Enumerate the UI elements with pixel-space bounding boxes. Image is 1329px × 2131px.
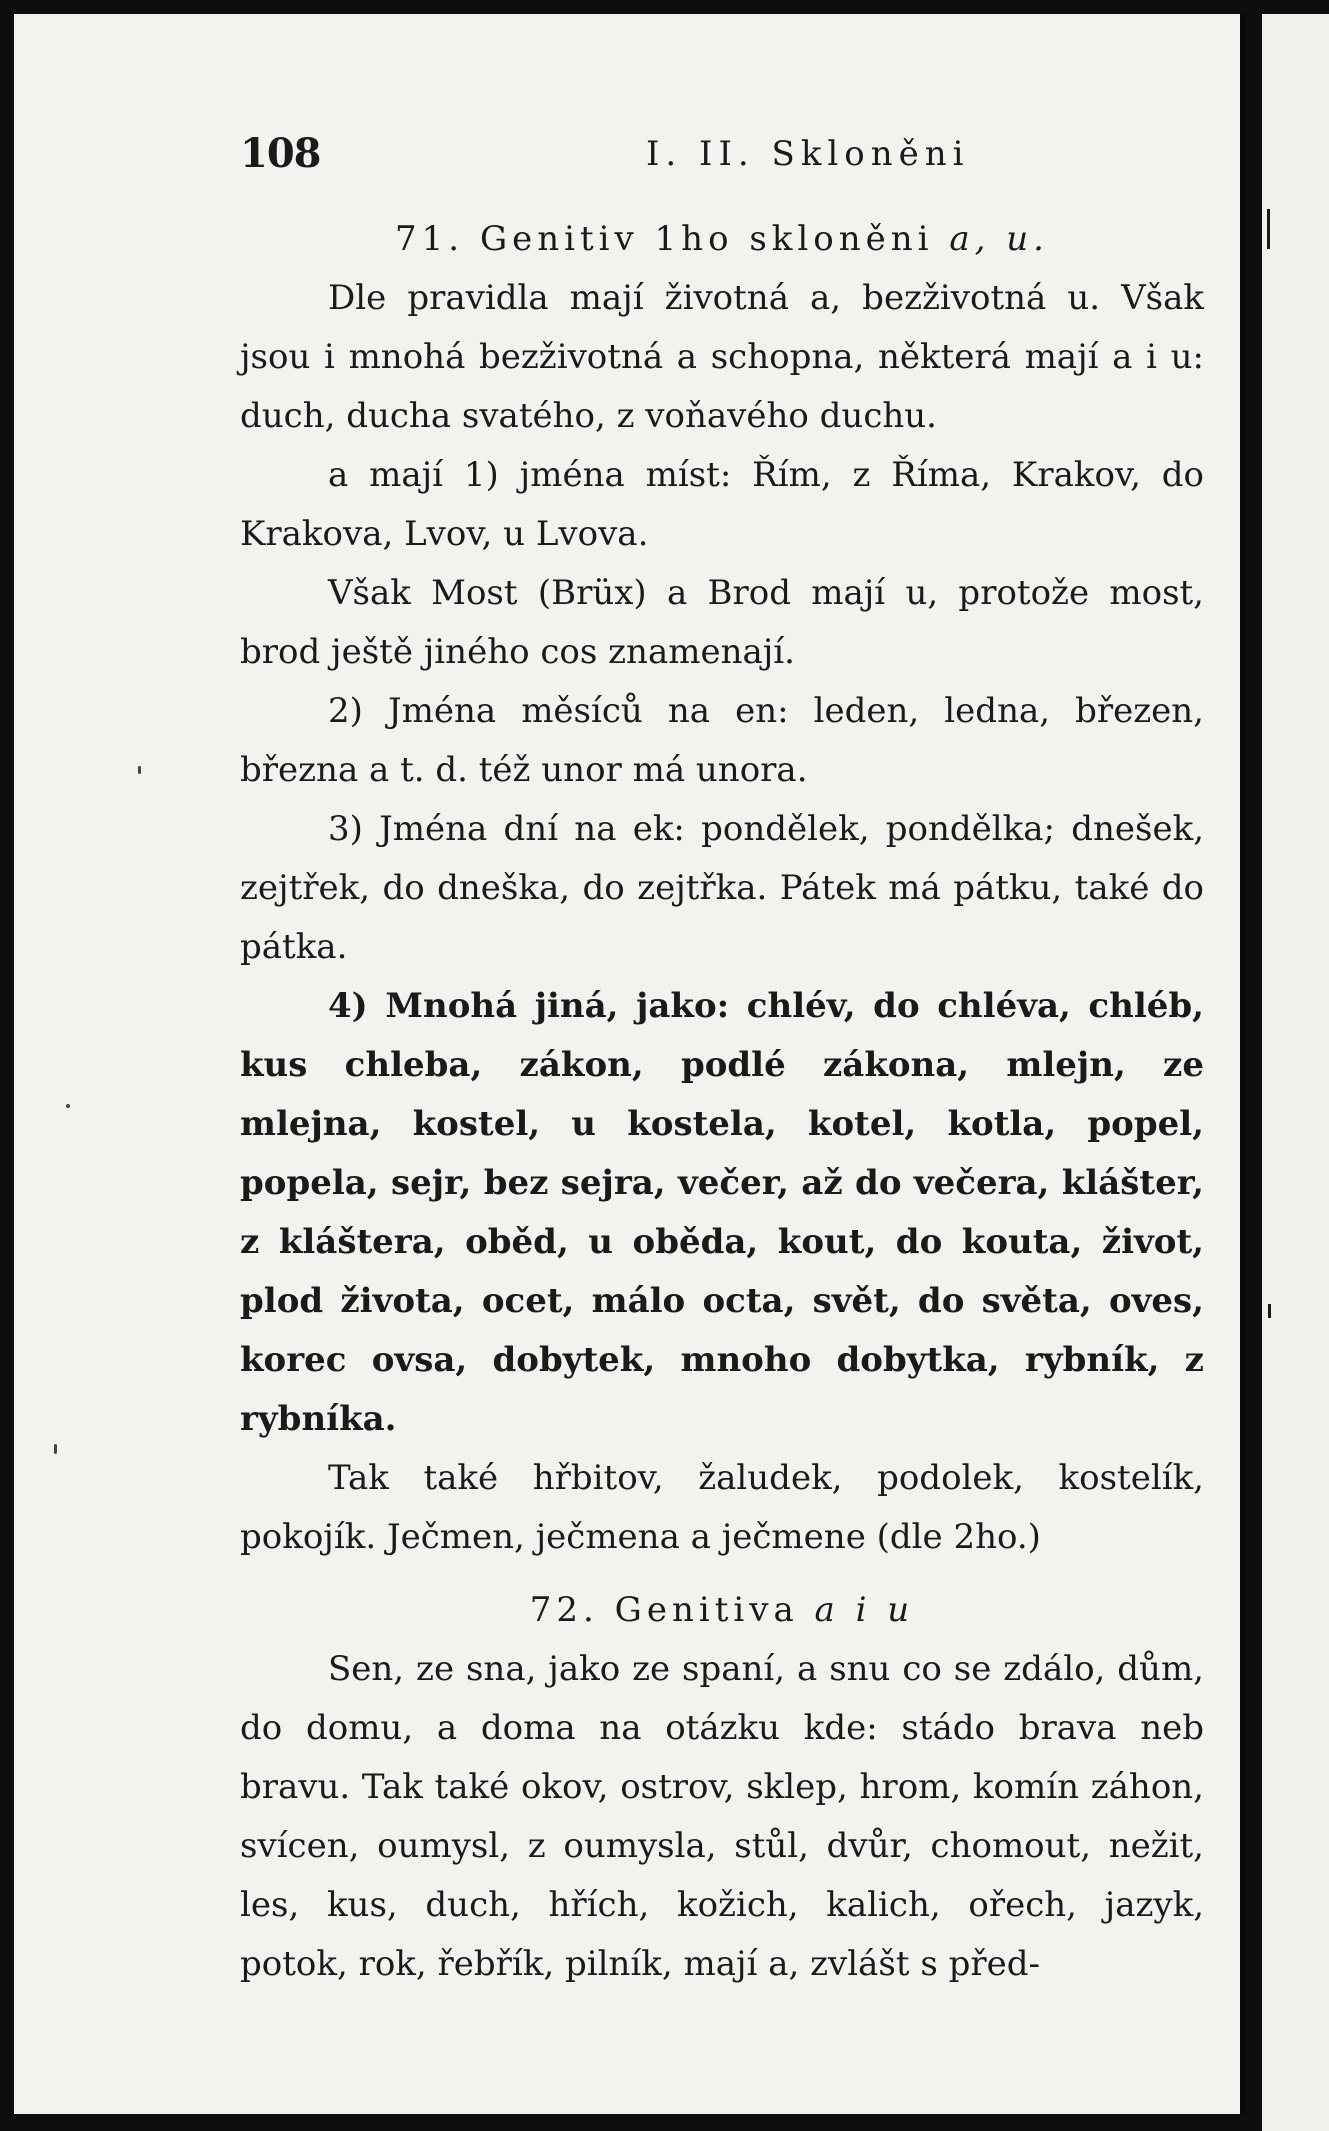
scan-speck xyxy=(54,1444,57,1454)
next-page-edge xyxy=(1262,14,1329,2131)
running-title: I. II. Skloněni xyxy=(646,134,970,174)
paragraph: Sen, ze sna, jako ze spaní, a snu co se zdálo, dům, do domu, a doma na otázku kde: stádo brava neb bravu. Tak také okov, ostrov, sklep, hrom, komín záhon, svícen, oumysl, z oumysla, stůl, dvůr, chomout, nežit, les, kus, duch, hřích, kožich, kalich, ořech, jazyk, potok, rok, řebřík, pilník, mají a, zvlášt s před- xyxy=(240,1649,1204,1984)
paragraph: Však Most (Brüx) a Brod mají u, protože most, brod ještě jiného cos znamenají. xyxy=(240,573,1204,672)
paragraph: Dle pravidla mají životná a, bezživotná u. Však jsou i mnohá bezživotná a schopna, některá mají a i u: duch, ducha svatého, z voňavého duchu. xyxy=(240,278,1204,436)
page-header xyxy=(226,130,1206,190)
paragraph: 2) Jména měsíců na en: leden, ledna, březen, března a t. d. též unor má unora. xyxy=(240,691,1204,790)
scan-speck xyxy=(138,766,141,774)
paragraph: 3) Jména dní na ek: pondělek, pondělka; dnešek, zejtřek, do dneška, do zejtřka. Pátek má pátku, také do pátka. xyxy=(240,809,1204,967)
gutter-mark xyxy=(1267,209,1270,249)
page-body xyxy=(240,210,1204,1994)
heading-text: Genitiv 1ho skloněni xyxy=(479,219,934,259)
heading-italic: a, u. xyxy=(949,219,1049,259)
heading-number: 72. xyxy=(529,1590,599,1630)
paragraph: Tak také hřbitov, žaludek, podolek, kostelík, pokojík. Ječmen, ječmena a ječmene (dle 2ho.) xyxy=(240,1458,1204,1557)
page-number: 108 xyxy=(240,130,321,177)
paragraph: 4) Mnohá jiná, jako: chlév, do chléva, chléb, kus chleba, zákon, podlé zákona, mlejn, ze mlejna, kostel, u kostela, kotel, kotla, popel, popela, sejr, bez sejra, večer, až do večera, klášter, z kláštera, oběd, u oběda, kout, do kouta, život, plod života, ocet, málo octa, svět, do světa, oves, korec ovsa, dobytek, mnoho dobytka, rybník, z rybníka. xyxy=(240,986,1204,1439)
paragraph: a mají 1) jména míst: Řím, z Říma, Krakov, do Krakova, Lvov, u Lvova. xyxy=(240,455,1204,554)
gutter-mark xyxy=(1268,1304,1271,1318)
book-page xyxy=(14,14,1246,2114)
scan-speck xyxy=(66,1104,70,1108)
heading-italic: a i u xyxy=(814,1590,915,1630)
section-heading-72 xyxy=(240,1581,1204,1640)
section-heading-71 xyxy=(240,210,1204,269)
heading-text: Genitiva xyxy=(614,1590,799,1630)
heading-number: 71. xyxy=(395,219,465,259)
